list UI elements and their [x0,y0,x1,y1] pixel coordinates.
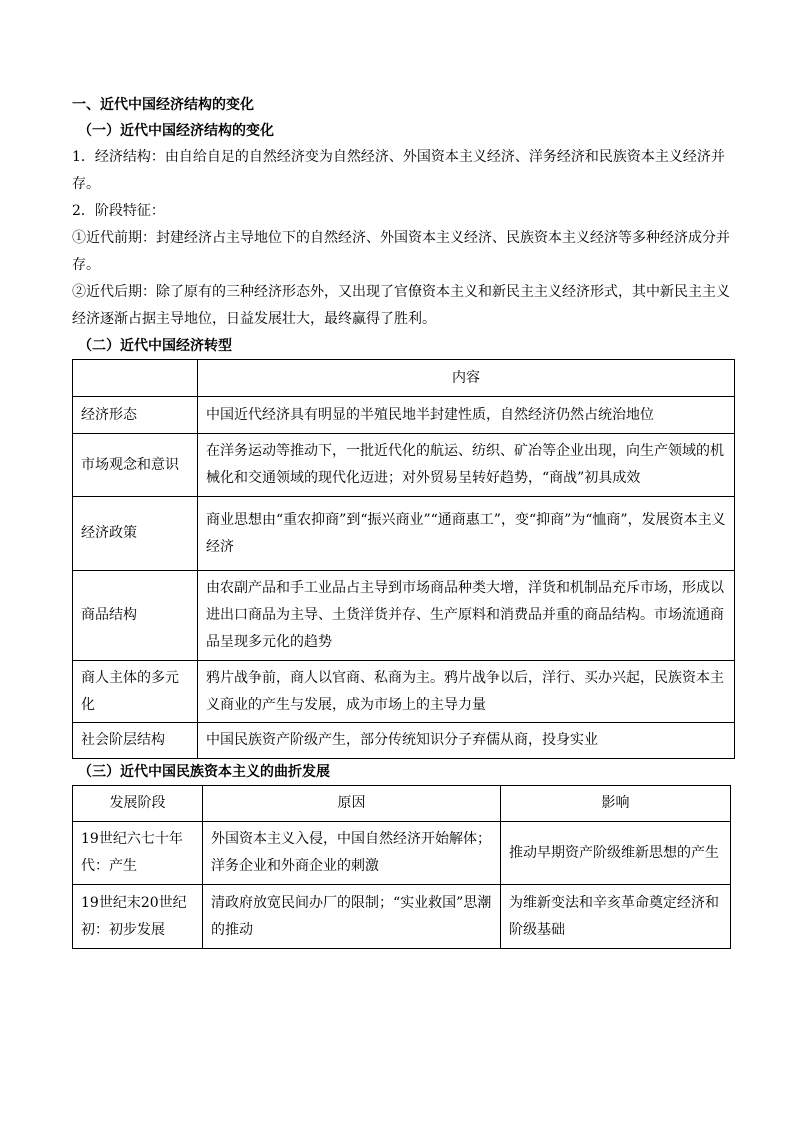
document-page [72,92,732,949]
paragraph-stage-features: 2．阶段特征： [72,203,165,219]
header-empty-cell [73,360,198,397]
table-row [73,434,735,497]
stage-cell: 19世纪六七十年代：产生 [73,822,203,885]
header-stage-cell: 发展阶段 [73,786,203,822]
table-row [73,497,735,571]
row-content: 鸦片战争前，商人以官商、私商为主。鸦片战争以后，洋行、买办兴起，民族资本主义商业的产生与发展，成为市场上的主导力量 [198,661,735,723]
impact-cell: 推动早期资产阶级维新思想的产生 [501,822,731,885]
table-header-row [73,786,731,822]
header-reason-cell: 原因 [203,786,501,822]
row-label: 商品结构 [73,571,198,661]
table-row [73,397,735,434]
row-label: 经济形态 [73,397,198,434]
paragraph-late-period: ②近代后期：除了原有的三种经济形态外，又出现了官僚资本主义和新民主主义经济形式，其中新民主主义经济逐渐占据主导地位，日益发展壮大，最终赢得了胜利。 [72,284,730,327]
section-title: 一、近代中国经济结构的变化 [72,97,254,113]
economic-transformation-table [72,359,735,759]
row-label: 市场观念和意识 [73,434,198,497]
impact-cell: 为维新变法和辛亥革命奠定经济和阶级基础 [501,885,731,949]
row-content: 商业思想由“重农抑商”到“振兴商业”“通商惠工”，变“抑商”为“恤商”，发展资本主义经济 [198,497,735,571]
row-label: 经济政策 [73,497,198,571]
subsection-title-2: （二）近代中国经济转型 [78,338,232,354]
table-row [73,571,735,661]
table-row [73,822,731,885]
paragraph-economic-structure: 1．经济结构：由自给自足的自然经济变为自然经济、外国资本主义经济、洋务经济和民族资本主义经济并存。 [72,149,725,192]
row-content: 由农副产品和手工业品占主导到市场商品种类大增，洋货和机制品充斥市场，形成以进出口商品为主导、土货洋货并存、生产原料和消费品并重的商品结构。市场流通商品呈现多元化的趋势 [198,571,735,661]
row-content: 中国近代经济具有明显的半殖民地半封建性质，自然经济仍然占统治地位 [198,397,735,434]
stage-cell: 19世纪末20世纪初：初步发展 [73,885,203,949]
paragraph-early-period: ①近代前期：封建经济占主导地位下的自然经济、外国资本主义经济、民族资本主义经济等多种经济成分并存。 [72,230,730,273]
table-row [73,885,731,949]
row-content: 在洋务运动等推动下，一批近代化的航运、纺织、矿冶等企业出现，向生产领域的机械化和交通领域的现代化迈进；对外贸易呈转好趋势，“商战”初具成效 [198,434,735,497]
header-content-cell: 内容 [198,360,735,397]
row-label: 商人主体的多元化 [73,661,198,723]
national-capitalism-table [72,785,731,949]
reason-cell: 外国资本主义入侵，中国自然经济开始解体；洋务企业和外商企业的刺激 [203,822,501,885]
subsection-title-1: （一）近代中国经济结构的变化 [78,123,274,139]
table-row [73,723,735,759]
reason-cell: 清政府放宽民间办厂的限制；“实业救国”思潮的推动 [203,885,501,949]
header-impact-cell: 影响 [501,786,731,822]
table-header-row [73,360,735,397]
row-content: 中国民族资产阶级产生，部分传统知识分子弃儒从商，投身实业 [198,723,735,759]
table-row [73,661,735,723]
subsection-title-3: （三）近代中国民族资本主义的曲折发展 [78,764,330,780]
row-label: 社会阶层结构 [73,723,198,759]
